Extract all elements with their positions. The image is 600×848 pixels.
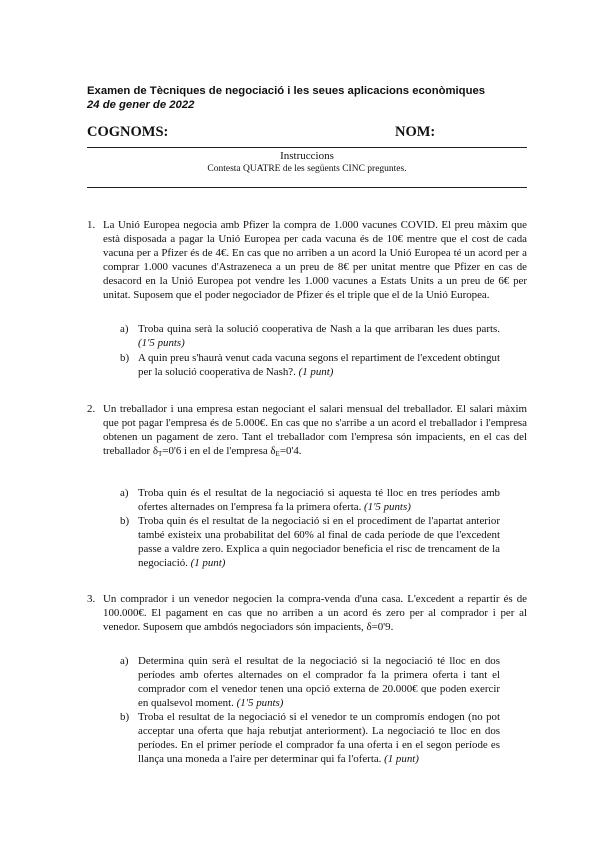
part-text: Troba el resultat de la negociació si el venedor te un compromís endogen (no pot acceptar una oferta que haja rebutjat anteriorment). La negociació te lloc en dos períodes. En el primer període el comprador fa una oferta i en el segon període es llança una moneda a l'aire per determinar qui fa l'oferta. [138,711,500,765]
part-letter: b) [120,515,130,527]
part-points: (1 punt) [190,556,226,569]
question-number: 3. [87,593,96,605]
question-number: 2. [87,403,96,415]
divider-bottom [87,187,527,188]
question-1-part-a [120,323,500,351]
question-text: Un treballador i una empresa estan negociant el salari mensual del treballador. El salari màxim que pot pagar l'empresa és de 5.000€. En cas que no s'arribe a un acord el treballador i l'empresa obtenen un pagament de zero. Tant el treballador com l'empresa són impacients, en el cas del treballador [103,403,527,457]
part-text: Troba quin és el resultat de la negociació si aquesta té lloc en tres períodes amb ofertes alternades on l'empresa fa la primera oferta. [138,487,500,513]
exam-header [87,84,527,112]
part-points: (1 punt) [384,752,419,765]
question-2-part-b [120,515,500,571]
part-letter: b) [120,352,130,364]
exam-title: Examen de Tècniques de negociació i les seues aplicacions econòmiques [87,85,486,97]
instructions-title: Instruccions [280,150,334,162]
question-2-part-a [120,487,500,515]
surname-label: COGNOMS: [87,124,169,140]
delta-value: =0'6 i en el de l'empresa [162,444,268,457]
part-letter: a) [120,487,129,499]
exam-date: 24 de gener de 2022 [87,99,195,111]
question-number: 1. [87,219,96,231]
part-text: Determina quin serà el resultat de la negociació si la negociació té lloc en dos períodes amb ofertes alternades on el comprador fa la primera oferta i tant el comprador com el venedor tenen una opció externa de 20.000€ que poden exercir en qualsevol moment. [138,655,500,709]
delta-subscript: E [275,449,280,458]
part-points: (1'5 punts) [138,336,185,349]
question-1-part-b [120,352,500,380]
instructions-text: Contesta QUATRE de les següents CINC preguntes. [207,164,407,174]
name-label: NOM: [395,124,436,140]
question-1 [87,219,527,302]
question-3 [87,593,527,635]
part-points: (1'5 punts) [364,500,411,513]
question-3-part-b [120,711,500,767]
delta-symbol: δ [270,444,276,457]
part-letter: a) [120,655,129,667]
part-points: (1 punt) [298,365,334,378]
divider-top [87,147,527,148]
question-3-part-a [120,655,500,711]
part-points: (1'5 punts) [236,696,284,709]
part-letter: a) [120,323,129,335]
delta-symbol: δ [152,444,159,457]
question-text: La Unió Europea negocia amb Pfizer la compra de 1.000 vacunes COVID. El preu màxim que està disposada a pagar la Unió Europea per cada vacuna és de 10€ mentre que el cost de cada vacuna per a Pfizer és de 4€. En cas que no arriben a un acord la Unió Europea té un acord per a comprar 1.000 vacunes d'Astrazeneca a un preu de 8€ per unitat mentre que Pfizer en cas de desacord en la Unió Europea pot vendre les 1.000 vacunes a Estats Units a un preu de 6€ per unitat. Suposem que el poder negociador de Pfizer és el triple que el de la Unió Europea. [103,219,527,301]
instructions-block [87,150,527,176]
delta-value: =0'4. [279,444,302,457]
part-text: Troba quina serà la solució cooperativa de Nash a la que arribaran les dues parts. [138,323,500,335]
question-text: Un comprador i un venedor negocien la compra-venda d'una casa. L'excedent a repartir és de 100.000€. El pagament en cas que no arriben a un acord és zero per al comprador i per al venedor. Suposem que ambdós negociadors són impacients, δ=0'9. [103,593,527,633]
part-letter: b) [120,711,130,723]
question-2 [87,403,527,462]
part-text: A quin preu s'haurà venut cada vacuna segons el repartiment de l'excedent obtingut per la solució cooperativa de Nash?. [138,352,500,378]
part-text: Troba quin és el resultat de la negociació si en el procediment de l'apartat anterior també existeix una probabilitat del 60% al final de cada període de que l'excedent passe a valdre zero. Explica a quin negociador beneficia el risc de trencament de la negociació. [138,515,500,569]
delta-subscript: T [158,449,163,458]
